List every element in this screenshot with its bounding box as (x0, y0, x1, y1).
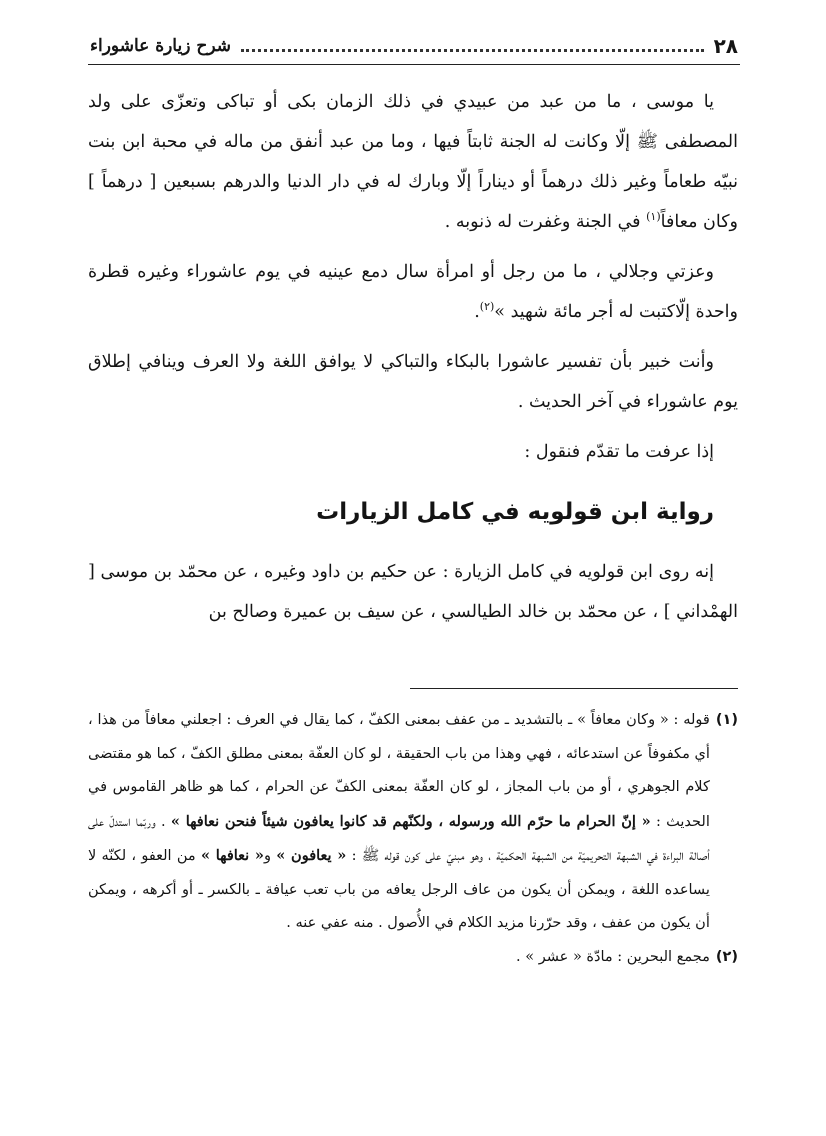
footnote-2-number: (٢) (715, 948, 738, 965)
paragraph-3: وأنت خبير بأن تفسير عاشورا بالبكاء والتباكي لا يوافق اللغة ولا العرف وينافي إطلاق يوم عاشوراء في آخر الحديث . (88, 352, 738, 412)
footnote-2-text: مجمع البحرين : مادّة « عشر » . (516, 948, 710, 965)
footnote-1-conjunction: و (263, 848, 271, 864)
footnote-1-part-c: . وربّما استدلّ على أصالة البراءة في الشبهة التحريميّة من الشبهة الحكميّة ، وهو مبنيّ على كون قوله ﷺ : (88, 813, 710, 864)
running-title: شرح زيارة عاشوراء (90, 36, 231, 56)
footnote-1 (88, 704, 738, 941)
paragraph-1-end: في الجنة وغفرت له ذنوبه . (444, 212, 641, 232)
footnote-separator (410, 688, 738, 689)
footnotes (88, 704, 738, 974)
paragraph-4: إذا عرفت ما تقدّم فنقول : (524, 442, 714, 462)
paragraph-1 (88, 82, 738, 242)
paragraph-5: إنه روى ابن قولويه في كامل الزيارة : عن حكيم بن داود وغيره ، عن محمّد بن موسى [ الهمْداني ] ، عن محمّد بن خالد الطيالسي ، عن سيف بن عميرة وصالح بن (88, 562, 738, 622)
footnote-1-hadith-quote: « إنّ الحرام ما حرّم الله ورسوله ، ولكنّهم قد كانوا يعافون شيئاً فنحن نعافها » (170, 812, 651, 830)
footnote-1-word-yuafun: « يعافون » (276, 847, 347, 864)
main-text (88, 82, 738, 642)
footnote-1-text (88, 704, 710, 941)
footnote-2 (88, 941, 738, 975)
footnote-1-word-nuafuha: « نعافها » (200, 847, 264, 864)
paragraph-2-end: . (474, 302, 480, 322)
page-number: ٢٨ (713, 34, 738, 58)
footnote-1-number: (١) (715, 712, 738, 728)
section-heading: رواية ابن قولويه في كامل الزيارات (316, 499, 714, 525)
footnote-ref-1[interactable]: (١) (646, 210, 661, 224)
paragraph-1-text: يا موسى ، ما من عبد من عبيدي في ذلك الزمان بكى أو تباكى وتعزّى على ولد المصطفى ﷺ إلّا وكانت له الجنة ثابتاً فيها ، وما من عبد أنفق من ماله في محبة ابن بنت نبيّه طعاماً وغير ذلك درهماً أو ديناراً إلّا وبارك له في دار الدنيا والدرهم بسبعين [ درهماً ] وكان معافاً (88, 92, 738, 232)
paragraph-2 (88, 252, 738, 332)
header-dotted-leader (241, 49, 704, 52)
header-rule (88, 64, 740, 65)
footnote-ref-2[interactable]: (٢) (479, 300, 495, 314)
footnote-1-part-g: من العفو ، لكنّه لا يساعده اللغة ، ويمكن أن يكون من عاف الرجل يعافه من باب تعب عيافة ـ بالكسر ـ أو أكرهه ، ويمكن أن يكون من عفف ، وقد حرّرنا مزيد الكلام في الأُصول . منه عفي عنه . (88, 848, 710, 931)
paragraph-2-text: وعزتي وجلالي ، ما من رجل أو امرأة سال دمع عينيه في يوم عاشوراء وغيره قطرة واحدة إلّاكتبت له أجر مائة شهيد » (88, 262, 738, 322)
footnote-1-part-a: قوله : « وكان معافاً » ـ بالتشديد ـ من عفف بمعنى الكفّ ، كما يقال في العرف : اجعلني معافاً من هذا ، أي مكفوفاً عن استدعائه ، فهي وهذا من باب الحقيقة ، لو كان العفّة بمعنى مطلق الكفّ ، كما هو مقتضى كلام الجوهري ، أو من باب المجاز ، لو كان العفّة بمعنى الكفّ عن الحرام ، كما هو ظاهر القاموس في الحديث : (88, 712, 710, 830)
page-header (90, 30, 738, 62)
